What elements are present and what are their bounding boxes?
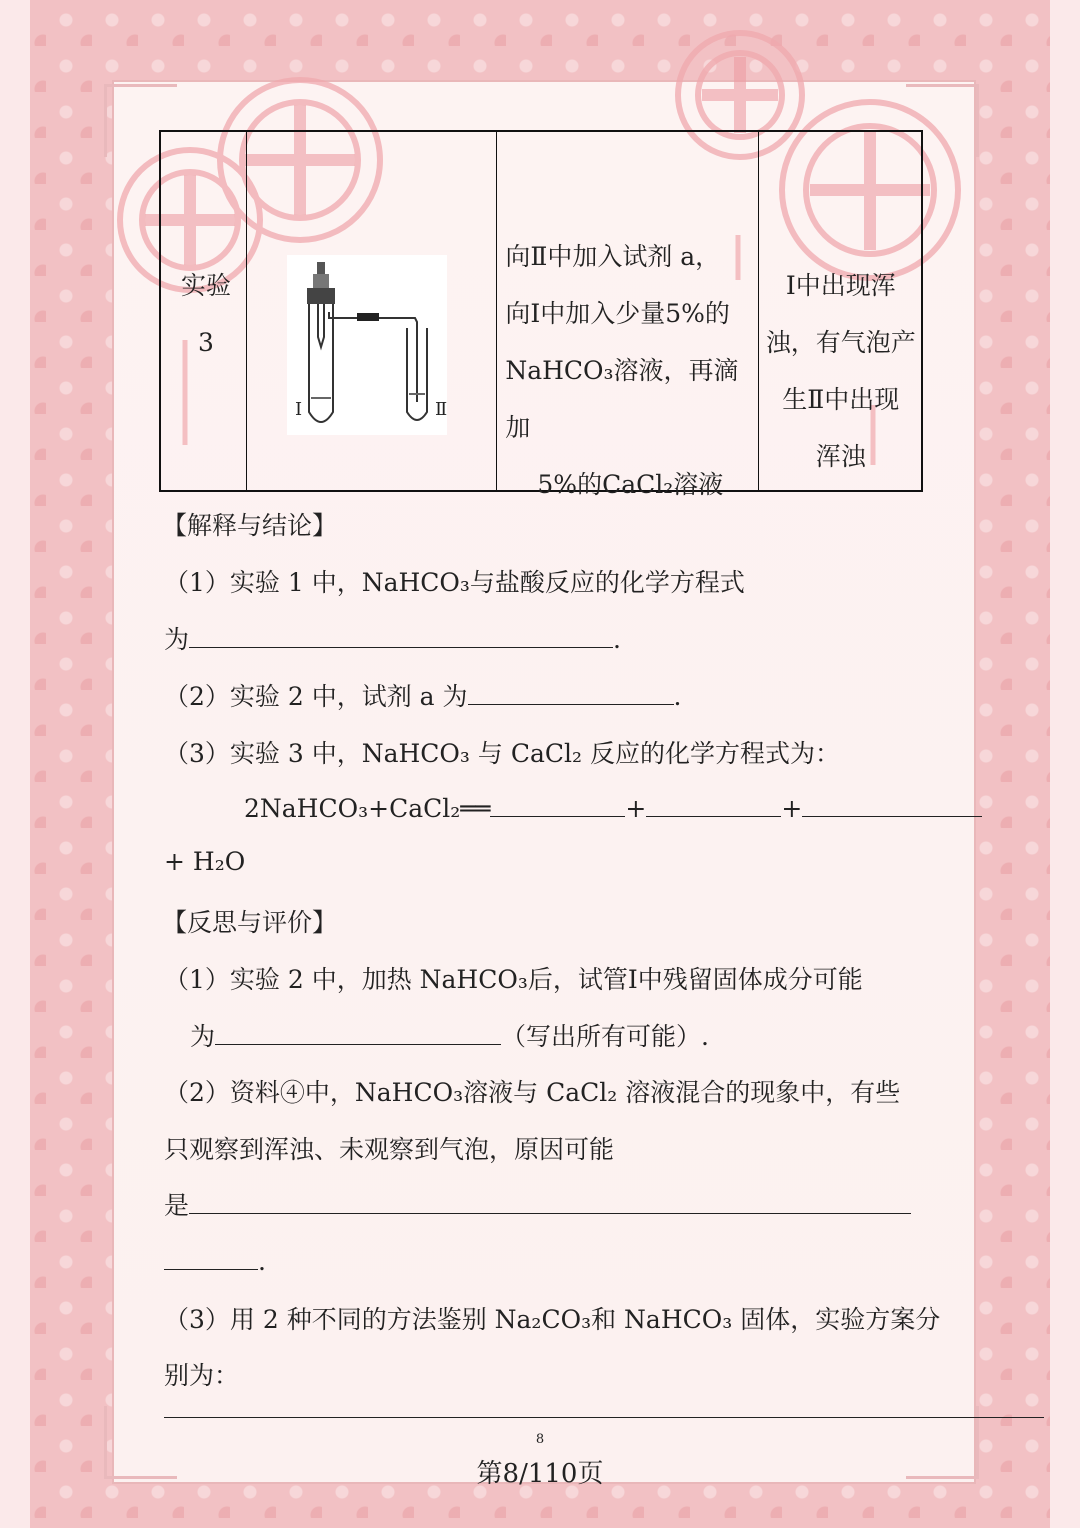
phenomenon-line-2: 浊，有气泡产 xyxy=(765,328,916,357)
reflect-3-line-b: 别为： xyxy=(164,1361,240,1390)
reflect-2-answer-line-2 xyxy=(164,1243,266,1276)
explain-heading: 【解释与结论】 xyxy=(162,511,338,540)
rubber-connector xyxy=(357,313,379,321)
question-1-cont: 为 xyxy=(164,625,190,654)
question-2: （2）实验 2 中，试剂 a 为 xyxy=(164,682,468,711)
period-r2: . xyxy=(258,1247,266,1276)
tube-label-1: Ⅰ xyxy=(295,399,303,420)
reflect-2-cont: 是 xyxy=(164,1191,190,1220)
equation-tail: + H₂O xyxy=(164,847,246,876)
table-cell-apparatus xyxy=(247,132,497,490)
answer-blank-eq-2[interactable] xyxy=(646,790,781,817)
procedure-text xyxy=(505,228,755,513)
dropper-bulb xyxy=(317,262,325,274)
question-2-line xyxy=(164,677,681,713)
page-label: 第8/110页 xyxy=(476,1459,604,1489)
equation-line xyxy=(244,790,982,823)
phenomenon-line-1: Ⅰ中出现浑 xyxy=(785,271,896,300)
row-label: 实验 3 xyxy=(180,271,231,357)
question-1-answer-line xyxy=(164,620,621,656)
procedure-line-4: 5%的CaCl₂溶液 xyxy=(537,470,724,499)
page-number: 8 xyxy=(535,1432,545,1447)
phenomenon-text xyxy=(763,257,918,485)
reflect-1-cont: 为 xyxy=(190,1022,216,1051)
table-cell-phenomenon xyxy=(759,132,921,490)
reflect-1-note: （写出所有可能）. xyxy=(501,1022,709,1051)
reflect-2-line-b: 只观察到浑浊、未观察到气泡，原因可能 xyxy=(164,1135,615,1164)
answer-blank-eq-3[interactable] xyxy=(802,790,982,817)
tube-label-2: Ⅱ xyxy=(435,399,448,420)
phenomenon-line-3: 生Ⅱ中出现 xyxy=(782,385,900,414)
procedure-line-2: 向Ⅰ中加入少量5%的 xyxy=(505,299,730,328)
answer-blank-r2[interactable] xyxy=(189,1187,911,1214)
reflect-2-line-a: （2）资料④中，NaHCO₃溶液与 CaCl₂ 溶液混合的现象中，有些 xyxy=(164,1078,901,1107)
test-tube-apparatus-diagram xyxy=(247,132,497,492)
reflect-heading: 【反思与评价】 xyxy=(162,908,338,937)
question-3: （3）实验 3 中，NaHCO₃ 与 CaCl₂ 反应的化学方程式为： xyxy=(164,739,840,768)
equation-left: 2NaHCO₃+CaCl₂══ xyxy=(244,794,491,823)
answer-blank-q2[interactable] xyxy=(468,678,674,705)
answer-rule-r3[interactable] xyxy=(164,1417,1044,1418)
question-1: （1）实验 1 中，NaHCO₃与盐酸反应的化学方程式 xyxy=(164,568,745,597)
period-q2: . xyxy=(673,682,682,711)
procedure-line-3: NaHCO₃溶液，再滴加 xyxy=(505,356,739,442)
equation-plus-1: + xyxy=(625,794,647,823)
answer-blank-eq-1[interactable] xyxy=(490,790,625,817)
answer-blank-q1[interactable] xyxy=(189,621,613,648)
answer-blank-r2-cont[interactable] xyxy=(164,1243,258,1270)
answer-blank-r1[interactable] xyxy=(215,1018,501,1045)
period-q1: . xyxy=(613,625,621,654)
rubber-stopper-1 xyxy=(307,288,335,304)
reflect-1: （1）实验 2 中，加热 NaHCO₃后，试管Ⅰ中残留固体成分可能 xyxy=(164,965,863,994)
reflect-2-answer-line xyxy=(164,1186,911,1222)
reflect-3-line-a: （3）用 2 种不同的方法鉴别 Na₂CO₃和 NaHCO₃ 固体，实验方案分 xyxy=(164,1305,941,1334)
table-cell-procedure xyxy=(497,132,759,499)
reflect-1-answer-line xyxy=(190,1017,709,1053)
equation-plus-2: + xyxy=(781,794,803,823)
table-cell-row-label xyxy=(161,132,247,490)
phenomenon-line-4: 浑浊 xyxy=(815,442,866,471)
experiment-table xyxy=(159,130,923,499)
procedure-line-1: 向Ⅱ中加入试剂 a， xyxy=(505,242,721,271)
